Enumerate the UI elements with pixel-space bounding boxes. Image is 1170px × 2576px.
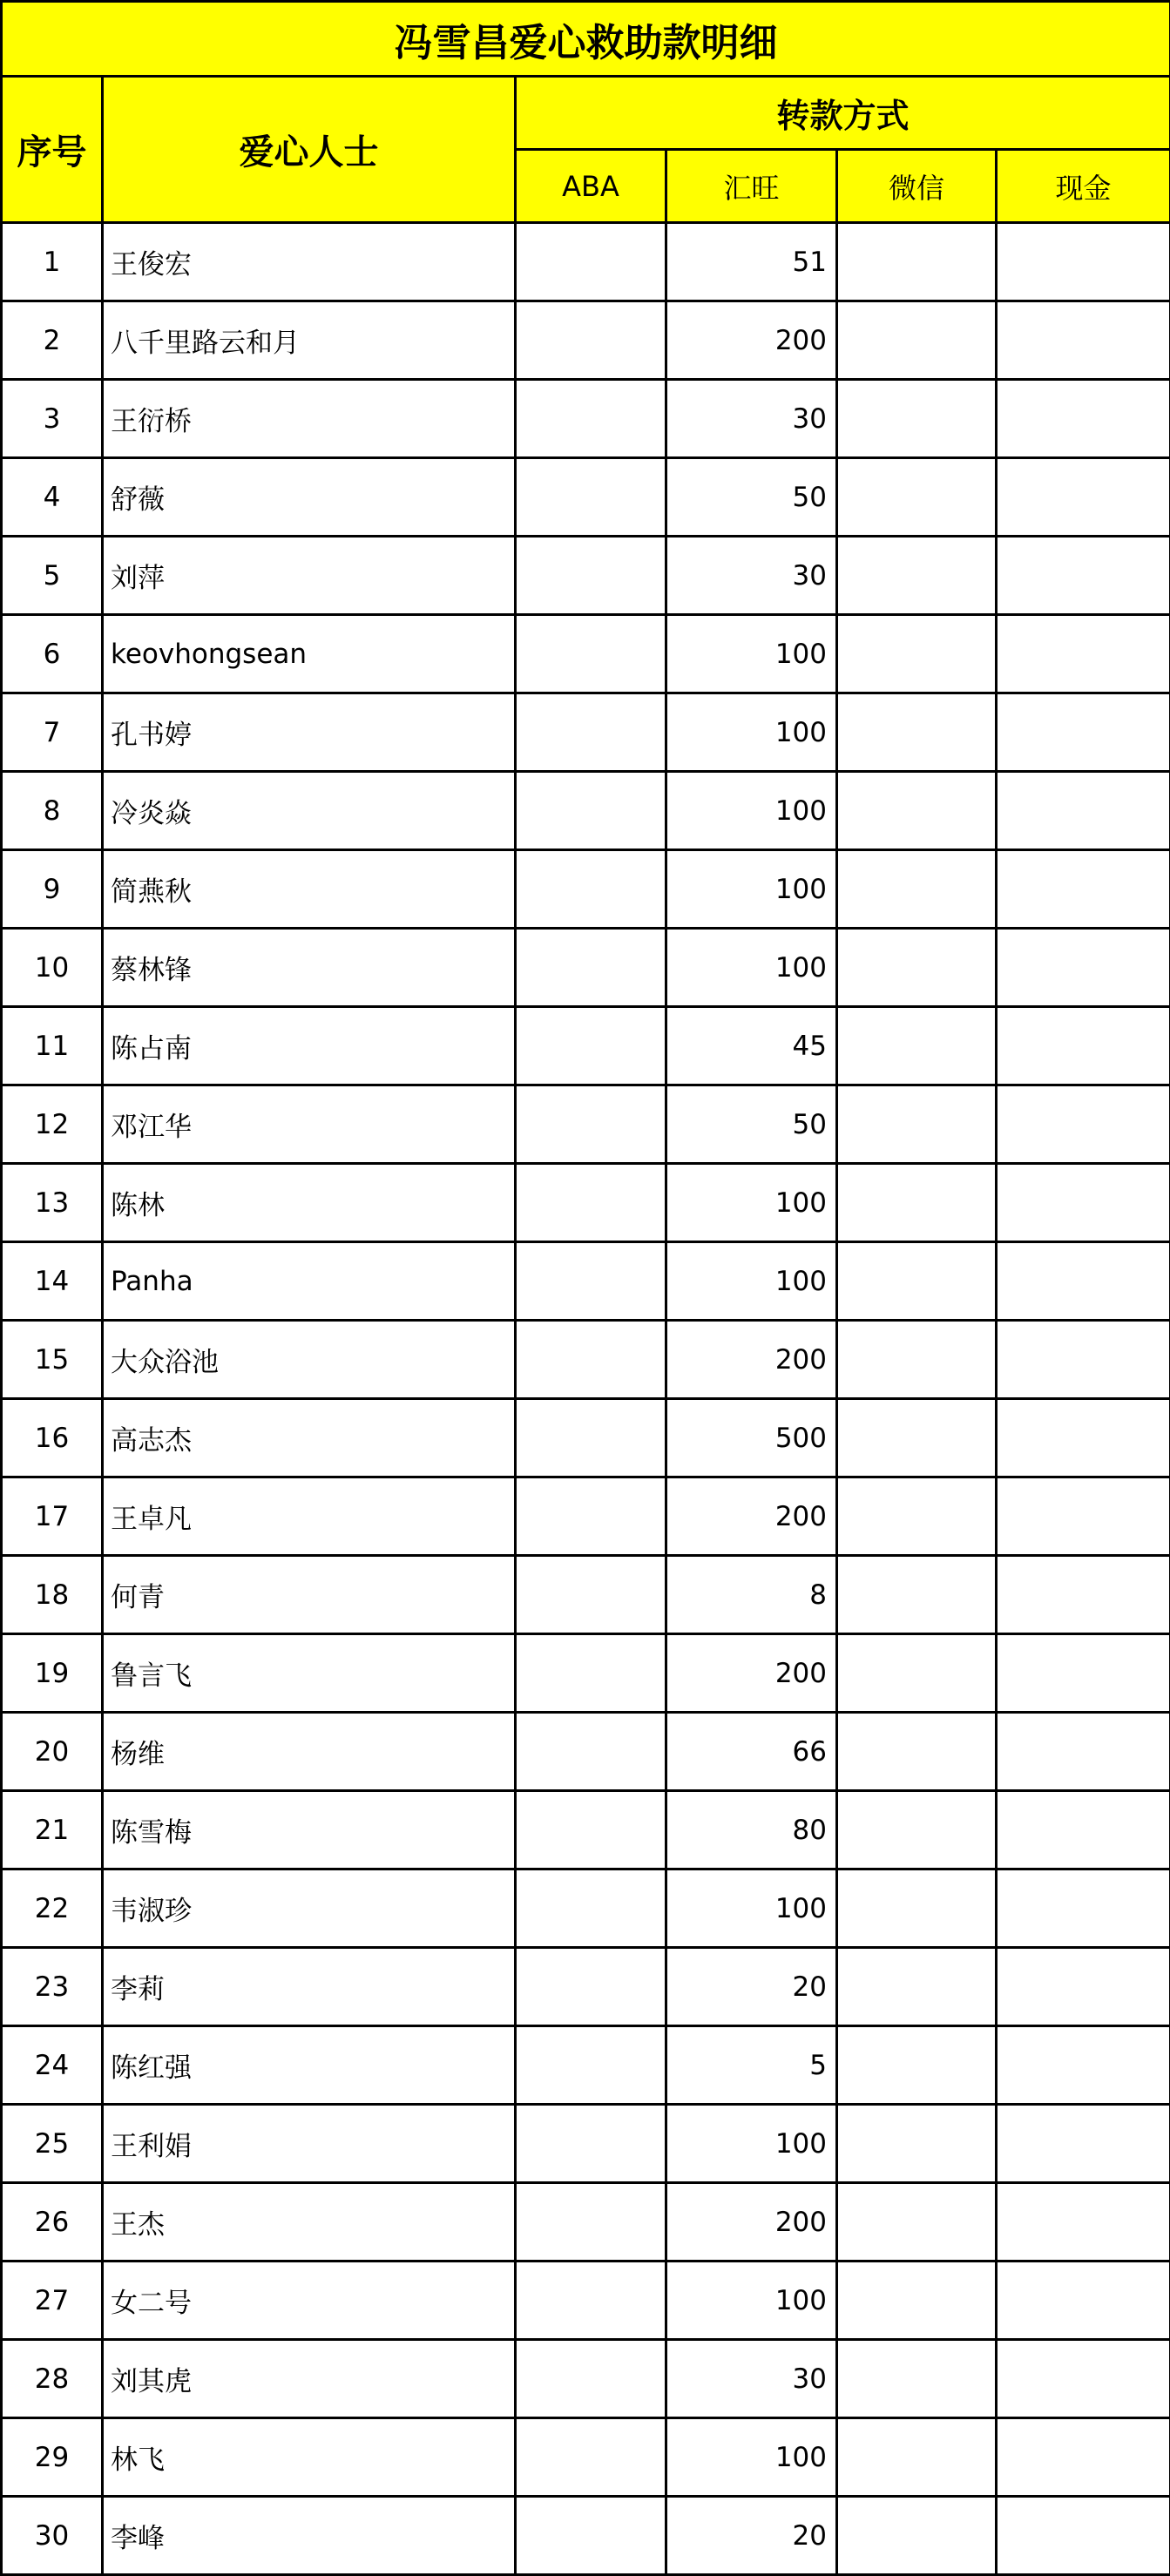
wechat-amount-cell bbox=[837, 1791, 997, 1869]
row-index-cell: 22 bbox=[2, 1869, 103, 1948]
huiwang-amount-cell: 200 bbox=[666, 2183, 837, 2262]
table-row bbox=[2, 1713, 1170, 1791]
cash-amount-cell bbox=[997, 1007, 1170, 1085]
wechat-amount-cell bbox=[837, 1556, 997, 1634]
wechat-amount-cell bbox=[837, 1085, 997, 1164]
header-aba: ABA bbox=[516, 150, 666, 223]
donor-name-cell: 刘其虎 bbox=[103, 2340, 516, 2418]
huiwang-amount-cell: 500 bbox=[666, 1399, 837, 1477]
table-row bbox=[2, 929, 1170, 1007]
huiwang-amount-cell: 100 bbox=[666, 2105, 837, 2183]
donor-name-cell: 冷炎焱 bbox=[103, 772, 516, 850]
cash-amount-cell bbox=[997, 458, 1170, 537]
table-row bbox=[2, 1477, 1170, 1556]
huiwang-amount-cell: 30 bbox=[666, 2340, 837, 2418]
huiwang-amount-cell: 45 bbox=[666, 1007, 837, 1085]
cash-amount-cell bbox=[997, 1948, 1170, 2026]
donor-name-cell: 大众浴池 bbox=[103, 1321, 516, 1399]
cash-amount-cell bbox=[997, 301, 1170, 380]
table-row bbox=[2, 1085, 1170, 1164]
row-index-cell: 21 bbox=[2, 1791, 103, 1869]
row-index-cell: 14 bbox=[2, 1242, 103, 1321]
table-row bbox=[2, 2026, 1170, 2105]
huiwang-amount-cell: 30 bbox=[666, 380, 837, 458]
table-row bbox=[2, 2497, 1170, 2575]
wechat-amount-cell bbox=[837, 1634, 997, 1713]
huiwang-amount-cell: 200 bbox=[666, 1321, 837, 1399]
row-index-cell: 30 bbox=[2, 2497, 103, 2575]
aba-amount-cell bbox=[516, 772, 666, 850]
donor-name-cell: 蔡林锋 bbox=[103, 929, 516, 1007]
aba-amount-cell bbox=[516, 1242, 666, 1321]
huiwang-amount-cell: 100 bbox=[666, 693, 837, 772]
donor-name-cell: Panha bbox=[103, 1242, 516, 1321]
wechat-amount-cell bbox=[837, 380, 997, 458]
row-index-cell: 13 bbox=[2, 1164, 103, 1242]
aba-amount-cell bbox=[516, 2262, 666, 2340]
table-row bbox=[2, 301, 1170, 380]
donor-name-cell: 王衍桥 bbox=[103, 380, 516, 458]
wechat-amount-cell bbox=[837, 2340, 997, 2418]
cash-amount-cell bbox=[997, 693, 1170, 772]
cash-amount-cell bbox=[997, 1164, 1170, 1242]
row-index-cell: 15 bbox=[2, 1321, 103, 1399]
aba-amount-cell bbox=[516, 1869, 666, 1948]
aba-amount-cell bbox=[516, 2183, 666, 2262]
table-row bbox=[2, 615, 1170, 693]
row-index-cell: 11 bbox=[2, 1007, 103, 1085]
row-index-cell: 27 bbox=[2, 2262, 103, 2340]
table-row bbox=[2, 2183, 1170, 2262]
donor-name-cell: 林飞 bbox=[103, 2418, 516, 2497]
header-wechat: 微信 bbox=[837, 150, 997, 223]
huiwang-amount-cell: 100 bbox=[666, 1242, 837, 1321]
cash-amount-cell bbox=[997, 2183, 1170, 2262]
table-row bbox=[2, 850, 1170, 929]
huiwang-amount-cell: 50 bbox=[666, 1085, 837, 1164]
table-row bbox=[2, 693, 1170, 772]
cash-amount-cell bbox=[997, 1556, 1170, 1634]
donor-name-cell: 王俊宏 bbox=[103, 223, 516, 301]
huiwang-amount-cell: 5 bbox=[666, 2026, 837, 2105]
wechat-amount-cell bbox=[837, 2418, 997, 2497]
header-cash: 现金 bbox=[997, 150, 1170, 223]
table-row bbox=[2, 1242, 1170, 1321]
row-index-cell: 3 bbox=[2, 380, 103, 458]
cash-amount-cell bbox=[997, 1085, 1170, 1164]
huiwang-amount-cell: 100 bbox=[666, 929, 837, 1007]
wechat-amount-cell bbox=[837, 850, 997, 929]
wechat-amount-cell bbox=[837, 2497, 997, 2575]
donor-name-cell: 邓江华 bbox=[103, 1085, 516, 1164]
table-row bbox=[2, 1321, 1170, 1399]
table-row bbox=[2, 1869, 1170, 1948]
cash-amount-cell bbox=[997, 223, 1170, 301]
wechat-amount-cell bbox=[837, 615, 997, 693]
aba-amount-cell bbox=[516, 301, 666, 380]
aba-amount-cell bbox=[516, 850, 666, 929]
aba-amount-cell bbox=[516, 1634, 666, 1713]
table-row bbox=[2, 1948, 1170, 2026]
cash-amount-cell bbox=[997, 772, 1170, 850]
huiwang-amount-cell: 51 bbox=[666, 223, 837, 301]
row-index-cell: 23 bbox=[2, 1948, 103, 2026]
wechat-amount-cell bbox=[837, 772, 997, 850]
huiwang-amount-cell: 66 bbox=[666, 1713, 837, 1791]
aba-amount-cell bbox=[516, 537, 666, 615]
row-index-cell: 17 bbox=[2, 1477, 103, 1556]
table-row bbox=[2, 1556, 1170, 1634]
cash-amount-cell bbox=[997, 2418, 1170, 2497]
aba-amount-cell bbox=[516, 1007, 666, 1085]
table-row bbox=[2, 2418, 1170, 2497]
table-row bbox=[2, 772, 1170, 850]
row-index-cell: 12 bbox=[2, 1085, 103, 1164]
donor-name-cell: 李峰 bbox=[103, 2497, 516, 2575]
row-index-cell: 18 bbox=[2, 1556, 103, 1634]
cash-amount-cell bbox=[997, 2497, 1170, 2575]
huiwang-amount-cell: 80 bbox=[666, 1791, 837, 1869]
donor-name-cell: keovhongsean bbox=[103, 615, 516, 693]
aba-amount-cell bbox=[516, 693, 666, 772]
row-index-cell: 25 bbox=[2, 2105, 103, 2183]
donor-name-cell: 何青 bbox=[103, 1556, 516, 1634]
row-index-cell: 10 bbox=[2, 929, 103, 1007]
aba-amount-cell bbox=[516, 380, 666, 458]
donor-name-cell: 王卓凡 bbox=[103, 1477, 516, 1556]
wechat-amount-cell bbox=[837, 1477, 997, 1556]
table-row bbox=[2, 2105, 1170, 2183]
donor-name-cell: 女二号 bbox=[103, 2262, 516, 2340]
cash-amount-cell bbox=[997, 2105, 1170, 2183]
cash-amount-cell bbox=[997, 2026, 1170, 2105]
cash-amount-cell bbox=[997, 1477, 1170, 1556]
cash-amount-cell bbox=[997, 929, 1170, 1007]
aba-amount-cell bbox=[516, 2418, 666, 2497]
donor-name-cell: 陈林 bbox=[103, 1164, 516, 1242]
aba-amount-cell bbox=[516, 1948, 666, 2026]
cash-amount-cell bbox=[997, 1242, 1170, 1321]
wechat-amount-cell bbox=[837, 458, 997, 537]
aba-amount-cell bbox=[516, 458, 666, 537]
donor-name-cell: 李莉 bbox=[103, 1948, 516, 2026]
aba-amount-cell bbox=[516, 1477, 666, 1556]
row-index-cell: 4 bbox=[2, 458, 103, 537]
header-huiwang: 汇旺 bbox=[666, 150, 837, 223]
cash-amount-cell bbox=[997, 850, 1170, 929]
header-transfer-method: 转款方式 bbox=[516, 77, 1170, 150]
aba-amount-cell bbox=[516, 1556, 666, 1634]
aba-amount-cell bbox=[516, 2026, 666, 2105]
wechat-amount-cell bbox=[837, 2262, 997, 2340]
aba-amount-cell bbox=[516, 929, 666, 1007]
row-index-cell: 7 bbox=[2, 693, 103, 772]
table-row bbox=[2, 2262, 1170, 2340]
huiwang-amount-cell: 30 bbox=[666, 537, 837, 615]
table-row bbox=[2, 458, 1170, 537]
aba-amount-cell bbox=[516, 1164, 666, 1242]
wechat-amount-cell bbox=[837, 1321, 997, 1399]
row-index-cell: 5 bbox=[2, 537, 103, 615]
aba-amount-cell bbox=[516, 223, 666, 301]
donation-rows bbox=[2, 223, 1170, 2575]
wechat-amount-cell bbox=[837, 223, 997, 301]
huiwang-amount-cell: 200 bbox=[666, 1634, 837, 1713]
table-row bbox=[2, 2340, 1170, 2418]
wechat-amount-cell bbox=[837, 2105, 997, 2183]
table-row bbox=[2, 1399, 1170, 1477]
huiwang-amount-cell: 200 bbox=[666, 301, 837, 380]
cash-amount-cell bbox=[997, 1399, 1170, 1477]
cash-amount-cell bbox=[997, 2262, 1170, 2340]
huiwang-amount-cell: 20 bbox=[666, 1948, 837, 2026]
aba-amount-cell bbox=[516, 2497, 666, 2575]
wechat-amount-cell bbox=[837, 693, 997, 772]
table-row bbox=[2, 1164, 1170, 1242]
row-index-cell: 28 bbox=[2, 2340, 103, 2418]
row-index-cell: 20 bbox=[2, 1713, 103, 1791]
donor-name-cell: 八千里路云和月 bbox=[103, 301, 516, 380]
donor-name-cell: 杨维 bbox=[103, 1713, 516, 1791]
huiwang-amount-cell: 100 bbox=[666, 615, 837, 693]
cash-amount-cell bbox=[997, 615, 1170, 693]
row-index-cell: 16 bbox=[2, 1399, 103, 1477]
huiwang-amount-cell: 100 bbox=[666, 2262, 837, 2340]
table-row bbox=[2, 1007, 1170, 1085]
row-index-cell: 9 bbox=[2, 850, 103, 929]
aba-amount-cell bbox=[516, 1321, 666, 1399]
cash-amount-cell bbox=[997, 1713, 1170, 1791]
header-index: 序号 bbox=[2, 77, 103, 223]
table-row bbox=[2, 223, 1170, 301]
donor-name-cell: 王杰 bbox=[103, 2183, 516, 2262]
aba-amount-cell bbox=[516, 2105, 666, 2183]
wechat-amount-cell bbox=[837, 2183, 997, 2262]
huiwang-amount-cell: 8 bbox=[666, 1556, 837, 1634]
huiwang-amount-cell: 100 bbox=[666, 850, 837, 929]
huiwang-amount-cell: 100 bbox=[666, 772, 837, 850]
cash-amount-cell bbox=[997, 2340, 1170, 2418]
wechat-amount-cell bbox=[837, 1948, 997, 2026]
wechat-amount-cell bbox=[837, 1164, 997, 1242]
aba-amount-cell bbox=[516, 1085, 666, 1164]
huiwang-amount-cell: 20 bbox=[666, 2497, 837, 2575]
donor-name-cell: 王利娟 bbox=[103, 2105, 516, 2183]
row-index-cell: 19 bbox=[2, 1634, 103, 1713]
wechat-amount-cell bbox=[837, 1713, 997, 1791]
aba-amount-cell bbox=[516, 2340, 666, 2418]
row-index-cell: 2 bbox=[2, 301, 103, 380]
donor-name-cell: 韦淑珍 bbox=[103, 1869, 516, 1948]
donor-name-cell: 舒薇 bbox=[103, 458, 516, 537]
table-row bbox=[2, 1634, 1170, 1713]
cash-amount-cell bbox=[997, 1321, 1170, 1399]
wechat-amount-cell bbox=[837, 1242, 997, 1321]
wechat-amount-cell bbox=[837, 1399, 997, 1477]
donor-name-cell: 刘萍 bbox=[103, 537, 516, 615]
wechat-amount-cell bbox=[837, 929, 997, 1007]
row-index-cell: 29 bbox=[2, 2418, 103, 2497]
donor-name-cell: 简燕秋 bbox=[103, 850, 516, 929]
wechat-amount-cell bbox=[837, 2026, 997, 2105]
row-index-cell: 8 bbox=[2, 772, 103, 850]
donor-name-cell: 陈红强 bbox=[103, 2026, 516, 2105]
huiwang-amount-cell: 100 bbox=[666, 1164, 837, 1242]
donor-name-cell: 陈雪梅 bbox=[103, 1791, 516, 1869]
donor-name-cell: 陈占南 bbox=[103, 1007, 516, 1085]
aba-amount-cell bbox=[516, 1713, 666, 1791]
aba-amount-cell bbox=[516, 615, 666, 693]
wechat-amount-cell bbox=[837, 537, 997, 615]
huiwang-amount-cell: 100 bbox=[666, 2418, 837, 2497]
aba-amount-cell bbox=[516, 1791, 666, 1869]
huiwang-amount-cell: 50 bbox=[666, 458, 837, 537]
cash-amount-cell bbox=[997, 1634, 1170, 1713]
huiwang-amount-cell: 100 bbox=[666, 1869, 837, 1948]
row-index-cell: 26 bbox=[2, 2183, 103, 2262]
cash-amount-cell bbox=[997, 537, 1170, 615]
donor-name-cell: 高志杰 bbox=[103, 1399, 516, 1477]
cash-amount-cell bbox=[997, 1791, 1170, 1869]
wechat-amount-cell bbox=[837, 301, 997, 380]
row-index-cell: 6 bbox=[2, 615, 103, 693]
donor-name-cell: 鲁言飞 bbox=[103, 1634, 516, 1713]
header-donor-name: 爱心人士 bbox=[103, 77, 516, 223]
table-row bbox=[2, 1791, 1170, 1869]
huiwang-amount-cell: 200 bbox=[666, 1477, 837, 1556]
aba-amount-cell bbox=[516, 1399, 666, 1477]
table-row bbox=[2, 380, 1170, 458]
wechat-amount-cell bbox=[837, 1869, 997, 1948]
sheet-title: 冯雪昌爱心救助款明细 bbox=[2, 2, 1170, 77]
cash-amount-cell bbox=[997, 1869, 1170, 1948]
row-index-cell: 24 bbox=[2, 2026, 103, 2105]
cash-amount-cell bbox=[997, 380, 1170, 458]
row-index-cell: 1 bbox=[2, 223, 103, 301]
wechat-amount-cell bbox=[837, 1007, 997, 1085]
donor-name-cell: 孔书婷 bbox=[103, 693, 516, 772]
table-row bbox=[2, 537, 1170, 615]
